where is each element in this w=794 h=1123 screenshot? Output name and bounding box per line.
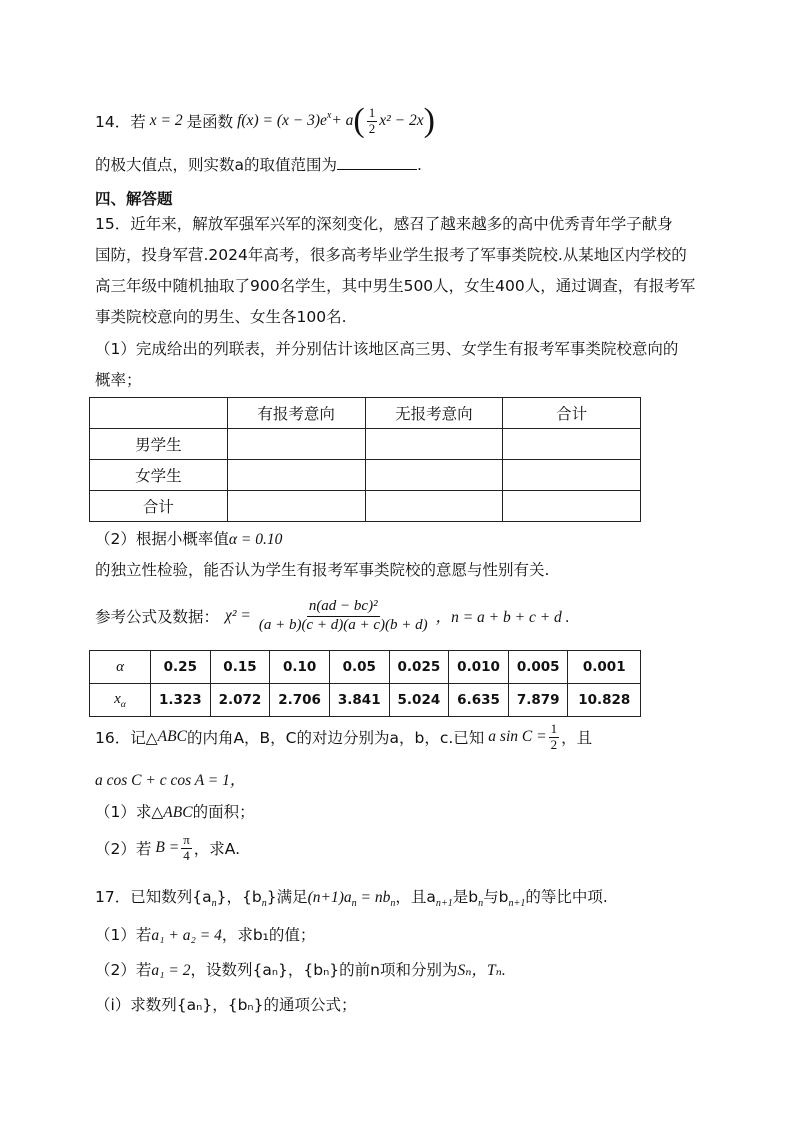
alpha-cell: 0.25 [151, 651, 211, 684]
table-header-cell [90, 398, 228, 429]
q15-line1: 15．近年来，解放军强军兴军的深刻变化，感召了越来越多的高中优秀青年学子献身 [95, 215, 673, 233]
q16-pi-over-4 [181, 833, 192, 864]
q15-part1-line1: （1）完成给出的列联表，并分别估计该地区高三男、女学生有报考军事类院校意向的 [95, 340, 679, 358]
q15-line2: 国防，投身军营.2024年高考，很多高考毕业学生报考了军事类院校.从某地区内学校的 [95, 246, 687, 264]
q14-line2 [95, 153, 422, 175]
q17-line1 [95, 885, 608, 909]
row-label: 女学生 [90, 460, 228, 491]
empty-cell[interactable] [503, 460, 641, 491]
q17-part2-mid: ，设数列{aₙ}，{bₙ}的前n项和分别为 [190, 961, 458, 979]
x-cell: 5.024 [389, 684, 449, 717]
q14-period: . [417, 156, 422, 174]
q14-left-paren: ( [353, 102, 365, 139]
empty-cell[interactable] [365, 460, 503, 491]
q16-half-num: 1 [550, 720, 558, 736]
q14-number: 14．若 [95, 113, 146, 131]
q15-line4: 事类院校意向的男生、女生各100名. [95, 308, 347, 326]
q16-part1-text: （1）求△ [95, 803, 164, 821]
answer-blank[interactable] [337, 155, 417, 170]
q14-x-eq-2: x = 2 [149, 112, 183, 129]
q14-half-den: 2 [368, 120, 376, 136]
q14-half-num: 1 [368, 104, 376, 120]
q14-half [367, 106, 378, 137]
four: 4 [183, 847, 190, 863]
table-row [90, 429, 641, 460]
q14-line1 [95, 103, 435, 139]
n-sum: ，n = a + b + c + d . [435, 609, 570, 626]
triangle-abc: ABC [157, 728, 187, 745]
alpha-cell: 0.10 [270, 651, 330, 684]
q17-part2-sums: Sₙ，Tₙ. [457, 962, 506, 979]
q16-part1 [95, 800, 255, 822]
empty-cell[interactable] [365, 429, 503, 460]
table-header-cell: 无报考意向 [365, 398, 503, 429]
x-cell: 6.635 [449, 684, 509, 717]
alpha-cell: 0.005 [508, 651, 568, 684]
sub-n: n [211, 898, 217, 910]
x-alpha-header [90, 684, 151, 717]
q16-and: ，且 [561, 729, 593, 747]
pi: π [183, 831, 190, 847]
formula-numerator: n(ad − bc)² [307, 598, 380, 616]
q17-satisfy: }满足 [266, 888, 308, 906]
x-cell: 1.323 [151, 684, 211, 717]
q15-part2-line1 [95, 527, 282, 549]
q17-part2-text: （2）若 [95, 961, 152, 979]
table-row [90, 684, 641, 717]
critical-value-table [89, 650, 641, 717]
q17-part1-end: ，求b₁的值； [221, 926, 316, 944]
x-cell: 2.072 [210, 684, 270, 717]
q17-relation: (n+1)a [307, 889, 352, 906]
q16-part2-end: ，求A. [193, 840, 241, 858]
empty-cell[interactable] [503, 491, 641, 522]
x-cell: 2.706 [270, 684, 330, 717]
q17-part2-eq: a₁ = 2 [151, 962, 191, 979]
q17-part2-i: （ⅰ）求数列{aₙ}，{bₙ}的通项公式； [95, 996, 357, 1014]
q16-part2 [95, 827, 240, 869]
row-label: 男学生 [90, 429, 228, 460]
q16-b-eq: B = [155, 839, 180, 856]
contingency-table [89, 397, 641, 522]
formula-denominator: (a + b)(c + d)(a + c)(b + d) [258, 616, 428, 633]
sub-n1: n+1 [435, 898, 453, 910]
alpha-cell: 0.001 [568, 651, 641, 684]
q14-mid: 是函数 [186, 113, 234, 131]
q16-line2: a cos C + c cos A = 1， [95, 772, 246, 789]
reference-label: 参考公式及数据： [95, 608, 220, 626]
x-cell: 3.841 [329, 684, 389, 717]
alpha-header: α [90, 651, 151, 684]
q16-part2-text: （2）若 [95, 840, 152, 858]
alpha-value: α = 0.10 [228, 531, 283, 548]
q17-geometric: 的等比中项. [525, 888, 608, 906]
chi-square-fraction [257, 598, 430, 634]
sub-n1: n+1 [508, 898, 526, 910]
table-row [90, 460, 641, 491]
empty-cell[interactable] [227, 460, 365, 491]
q14-exp: x [326, 109, 332, 121]
q16-half-den: 2 [550, 736, 558, 752]
q17-part2 [95, 958, 506, 980]
q14-function-lhs: f(x) = (x − 3)e [237, 112, 327, 129]
x-label: x [114, 690, 121, 707]
q17-part1-eq: a₁ + a₂ = 4 [151, 927, 222, 944]
q16-line1 [95, 717, 592, 757]
q16-number: 16．记△ [95, 729, 158, 747]
q17-is-b: 是b [452, 888, 479, 906]
empty-cell[interactable] [503, 429, 641, 460]
reference-formula [95, 594, 570, 638]
section-heading: 四、解答题 [95, 190, 173, 208]
q15-part1-line2: 概率； [95, 371, 142, 389]
q16-part1-end: 的面积； [192, 803, 255, 821]
q15-line3: 高三年级中随机抽取了900名学生，其中男生500人，女生400人，通过调查，有报考军 [95, 277, 696, 295]
q14-function-tail: x² − 2x [379, 112, 424, 129]
x-subscript: α [120, 698, 126, 710]
table-header-cell: 合计 [503, 398, 641, 429]
table-row [90, 651, 641, 684]
sub-n: n [478, 898, 484, 910]
q17-part1 [95, 923, 315, 945]
table-header-cell: 有报考意向 [227, 398, 365, 429]
empty-cell[interactable] [227, 491, 365, 522]
q17-relation-rhs: = nb [356, 889, 391, 906]
x-cell: 7.879 [508, 684, 568, 717]
sub-n: n [261, 898, 267, 910]
q17-and: ，且a [395, 888, 436, 906]
alpha-cell: 0.05 [329, 651, 389, 684]
q16-part1-abc: ABC [163, 804, 193, 821]
row-label: 合计 [90, 491, 228, 522]
alpha-cell: 0.025 [389, 651, 449, 684]
q16-half [549, 722, 560, 753]
q14-plus-a: + a [331, 112, 354, 129]
q16-text: 的内角A，B，C的对边分别为a，b，c.已知 [186, 729, 485, 747]
empty-cell[interactable] [365, 491, 503, 522]
q15-part2-line2: 的独立性检验，能否认为学生有报考军事类院校的意愿与性别有关. [95, 561, 550, 579]
empty-cell[interactable] [227, 429, 365, 460]
alpha-cell: 0.15 [210, 651, 270, 684]
alpha-cell: 0.010 [449, 651, 509, 684]
table-row [90, 398, 641, 429]
q16-asinc: a sin C = [488, 728, 547, 745]
q14-line2-text: 的极大值点，则实数a的取值范围为 [95, 156, 337, 174]
q14-right-paren: ) [423, 102, 435, 139]
sub-n: n [390, 898, 396, 910]
q17-number: 17．已知数列{a [95, 888, 212, 906]
q17-part1-text: （1）若 [95, 926, 152, 944]
table-row [90, 491, 641, 522]
q17-and-b: 与b [483, 888, 509, 906]
chi-square: χ² = [225, 607, 251, 624]
x-cell: 10.828 [568, 684, 641, 717]
q15-part2-text: （2）根据小概率值 [95, 530, 229, 548]
q17-seq-b: }，{b [216, 888, 262, 906]
sub-n: n [351, 898, 357, 910]
